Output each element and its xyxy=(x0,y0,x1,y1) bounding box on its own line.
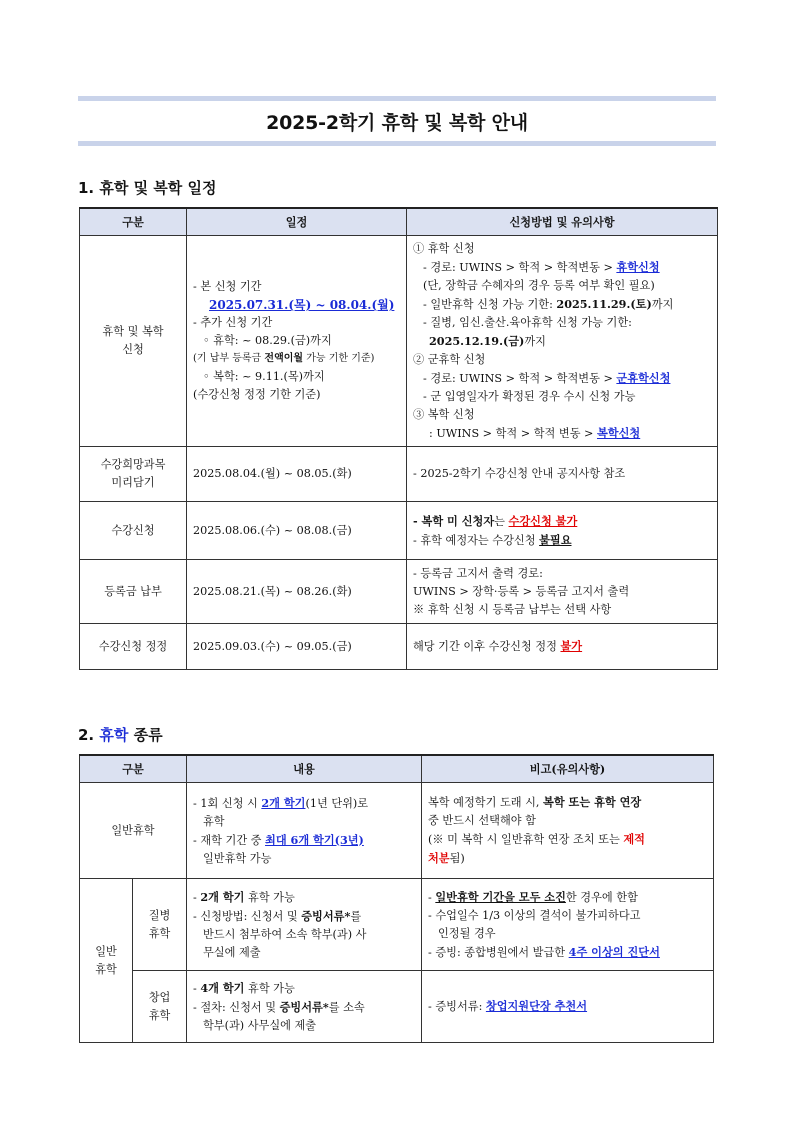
schedule-line: ◦ 복학: ~ 9.11.(목)까지 xyxy=(203,370,325,383)
text: 를 xyxy=(350,909,362,923)
emphasis: 2개 학기 xyxy=(261,795,306,810)
row-schedule: 2025.08.21.(목) ~ 08.26.(화) xyxy=(187,560,407,624)
header-schedule: 일정 xyxy=(187,208,407,236)
header-category: 구분 xyxy=(80,208,187,236)
schedule-line: - 추가 신청 기간 xyxy=(193,316,273,329)
link-military-leave: 군휴학신청 xyxy=(616,370,671,385)
text: - 휴학 예정자는 수강신청 xyxy=(413,533,540,547)
row-category: 수강신청 xyxy=(80,502,187,560)
warning-text: 제적 xyxy=(623,832,645,846)
text: 휴학 가능 xyxy=(244,981,295,995)
row-content xyxy=(187,879,422,971)
text: - 증빙: 종합병원에서 발급한 xyxy=(428,945,569,959)
content-line xyxy=(193,831,417,850)
table-row xyxy=(80,879,714,971)
text: 까지 xyxy=(651,297,674,311)
title-bar-bottom xyxy=(78,141,716,146)
row-category: 일반휴학 xyxy=(80,783,187,879)
section2-heading-text: 종류 xyxy=(128,726,163,744)
row-schedule: 2025.08.04.(월) ~ 08.05.(화) xyxy=(187,447,407,502)
text: - 경로: UWINS > 학적 > 학적변동 > xyxy=(423,260,617,274)
row-category: 등록금 납부 xyxy=(80,560,187,624)
header-category: 구분 xyxy=(80,755,187,783)
content-line xyxy=(193,888,417,907)
sub-category-line: 질병 xyxy=(148,908,171,922)
text: 해당 기간 이후 수강신청 정정 xyxy=(413,640,561,653)
text: 를 소속 xyxy=(328,1000,365,1014)
remark-line xyxy=(428,888,709,907)
note-line: (단, 장학금 수혜자의 경우 등록 여부 확인 필요) xyxy=(423,278,655,292)
group-label xyxy=(80,879,133,1043)
schedule-line: - 본 신청 기간 xyxy=(193,280,262,293)
note-line: - 군 입영일자가 확정된 경우 수시 신청 가능 xyxy=(423,389,636,403)
table-row xyxy=(80,447,718,502)
row-category: 수강신청 정정 xyxy=(80,624,187,670)
table-row xyxy=(80,560,718,624)
row-notes xyxy=(407,624,718,670)
row-content xyxy=(187,971,422,1043)
emphasis: 창업지원단장 추천서 xyxy=(485,999,588,1013)
text: 됨) xyxy=(449,852,465,865)
header-remarks: 비고(유의사항) xyxy=(422,755,714,783)
row-schedule: 2025.09.03.(수) ~ 09.05.(금) xyxy=(187,624,407,670)
emphasis: 복학 또는 휴학 연장 xyxy=(543,795,642,809)
text: 까지 xyxy=(524,334,546,348)
content-line: 반드시 첨부하여 소속 학부(과) 사 xyxy=(203,927,367,941)
sub-category xyxy=(133,879,187,971)
schedule-line: (수강신청 정정 기한 기준) xyxy=(193,388,321,401)
schedule-highlight: 2025.07.31.(목) ~ 08.04.(월) xyxy=(209,298,395,312)
emphasis: 2025.12.19.(금) xyxy=(429,333,525,348)
content-line xyxy=(193,794,417,813)
category-line: 미리담기 xyxy=(111,476,155,489)
schedule-table xyxy=(79,207,718,670)
remark-line xyxy=(428,943,709,962)
row-schedule: 2025.08.06.(수) ~ 08.08.(금) xyxy=(187,502,407,560)
row-notes: - 2025-2학기 수강신청 안내 공지사항 참조 xyxy=(407,447,718,502)
sub-category xyxy=(133,971,187,1043)
text: - 절차: 신청서 및 xyxy=(193,1000,280,1014)
emphasis: 불필요 xyxy=(539,532,572,547)
warning-text: 수강신청 불가 xyxy=(508,513,578,528)
table-row xyxy=(80,624,718,670)
note-line xyxy=(413,512,713,531)
text: 가능 기한 기준) xyxy=(303,353,375,364)
content-line xyxy=(193,907,417,926)
note-line: ③ 복학 신청 xyxy=(413,407,475,421)
emphasis: 4주 이상의 진단서 xyxy=(568,944,660,959)
text: : UWINS > 학적 > 학적 변동 > xyxy=(429,426,597,440)
header-content: 내용 xyxy=(187,755,422,783)
section1-heading xyxy=(78,177,216,198)
section2-heading-num: 2. xyxy=(78,726,95,744)
note-line: ※ 휴학 신청 시 등록금 납부는 선택 사항 xyxy=(413,602,612,616)
remark-line: 중 반드시 선택해야 함 xyxy=(428,814,536,827)
content-line xyxy=(193,998,417,1017)
row-notes xyxy=(407,236,718,447)
row-notes xyxy=(407,502,718,560)
emphasis: 증빙서류* xyxy=(279,999,329,1014)
row-content xyxy=(187,783,422,879)
schedule-line: ◦ 휴학: ~ 08.29.(금)까지 xyxy=(203,334,332,347)
text: 휴학 가능 xyxy=(244,890,295,904)
note-line: ② 군휴학 신청 xyxy=(413,352,486,366)
emphasis: 2025.11.29.(토) xyxy=(556,296,652,311)
link-return-apply: 복학신청 xyxy=(596,425,641,440)
emphasis: 증빙서류* xyxy=(301,908,351,923)
row-notes xyxy=(407,560,718,624)
table-row xyxy=(80,971,714,1043)
row-remarks xyxy=(422,783,714,879)
content-line: 학부(과) 사무실에 제출 xyxy=(203,1018,317,1032)
text: - 1회 신청 시 xyxy=(193,796,262,810)
emphasis: 일반휴학 기간을 모두 소진 xyxy=(435,889,566,904)
text: 한 경우에 한함 xyxy=(565,890,638,904)
note-line: - 질병, 임신.출산.육아휴학 신청 가능 기한: xyxy=(423,315,632,329)
text: - 신청방법: 신청서 및 xyxy=(193,909,302,923)
emphasis: - 복학 미 신청자 xyxy=(413,513,495,528)
text: - xyxy=(193,890,201,904)
note-line xyxy=(413,424,713,443)
note-line: ① 휴학 신청 xyxy=(413,241,475,255)
warning-text: 처분 xyxy=(428,851,450,865)
table-row xyxy=(80,236,718,447)
emphasis: 최대 6개 학기(3년) xyxy=(265,832,364,847)
row-category xyxy=(80,236,187,447)
text: - 경로: UWINS > 학적 > 학적변동 > xyxy=(423,371,617,385)
content-line: 일반휴학 가능 xyxy=(203,851,272,865)
sub-category-line: 창업 xyxy=(148,990,171,1004)
content-line: 휴학 xyxy=(203,814,225,828)
sub-category-line: 휴학 xyxy=(148,1008,171,1022)
sub-category-line: 휴학 xyxy=(148,926,171,940)
group-label-line: 휴학 xyxy=(95,962,117,976)
emphasis: 4개 학기 xyxy=(200,980,245,995)
note-line: UWINS > 장학·등록 > 등록금 고지서 출력 xyxy=(413,584,630,598)
note-line xyxy=(413,332,713,351)
title-box xyxy=(78,96,716,146)
category-line: 수강희망과목 xyxy=(100,458,166,471)
text: 복학 예정학기 도래 시, xyxy=(428,796,544,809)
emphasis: 2개 학기 xyxy=(200,889,245,904)
text: - xyxy=(193,981,201,995)
note-line xyxy=(413,258,713,277)
remark-line xyxy=(428,793,709,812)
text: (1년 단위)로 xyxy=(305,796,369,810)
warning-text: 불가 xyxy=(560,639,583,653)
row-remarks xyxy=(422,879,714,971)
note-line: - 등록금 고지서 출력 경로: xyxy=(413,566,543,580)
remark-line: - 수업일수 1/3 이상의 결석이 불가피하다고 xyxy=(428,908,641,922)
content-line: 무실에 제출 xyxy=(203,945,261,959)
section2-heading xyxy=(78,724,163,745)
table-row xyxy=(80,783,714,879)
title-bar-top xyxy=(78,96,716,101)
text: 는 xyxy=(494,514,509,528)
note-line xyxy=(413,531,713,550)
row-category xyxy=(80,447,187,502)
text: (※ 미 복학 시 일반휴학 연장 조치 또는 xyxy=(428,833,624,846)
remark-line: 인정될 경우 xyxy=(438,926,496,940)
remark-line xyxy=(428,849,709,868)
section1-heading-text: 휴학 및 복학 일정 xyxy=(99,179,217,197)
table-header-row xyxy=(80,755,714,783)
text: - 일반휴학 신청 가능 기한: xyxy=(423,297,557,311)
row-remarks xyxy=(422,971,714,1043)
leave-types-table xyxy=(79,754,714,1043)
row-schedule xyxy=(187,236,407,447)
emphasis: 전액이월 xyxy=(264,353,304,364)
section2-heading-highlight: 휴학 xyxy=(99,726,129,744)
category-line: 신청 xyxy=(122,343,144,356)
remark-line xyxy=(428,830,709,849)
table-header-row xyxy=(80,208,718,236)
text: - xyxy=(428,890,436,904)
table-row xyxy=(80,502,718,560)
group-label-line: 일반 xyxy=(95,944,117,958)
note-line xyxy=(413,295,713,314)
header-method: 신청방법 및 유의사항 xyxy=(407,208,718,236)
schedule-line xyxy=(193,350,402,368)
page-title: 2025-2학기 휴학 및 복학 안내 xyxy=(266,112,528,134)
text: - 증빙서류: xyxy=(428,1000,486,1013)
category-line: 휴학 및 복학 xyxy=(102,325,164,338)
section1-heading-num: 1. xyxy=(78,179,95,197)
content-line xyxy=(193,979,417,998)
link-leave-apply: 휴학신청 xyxy=(616,259,660,274)
text: (기 납부 등록금 xyxy=(193,353,265,364)
note-line xyxy=(413,369,713,388)
text: - 재학 기간 중 xyxy=(193,833,266,847)
